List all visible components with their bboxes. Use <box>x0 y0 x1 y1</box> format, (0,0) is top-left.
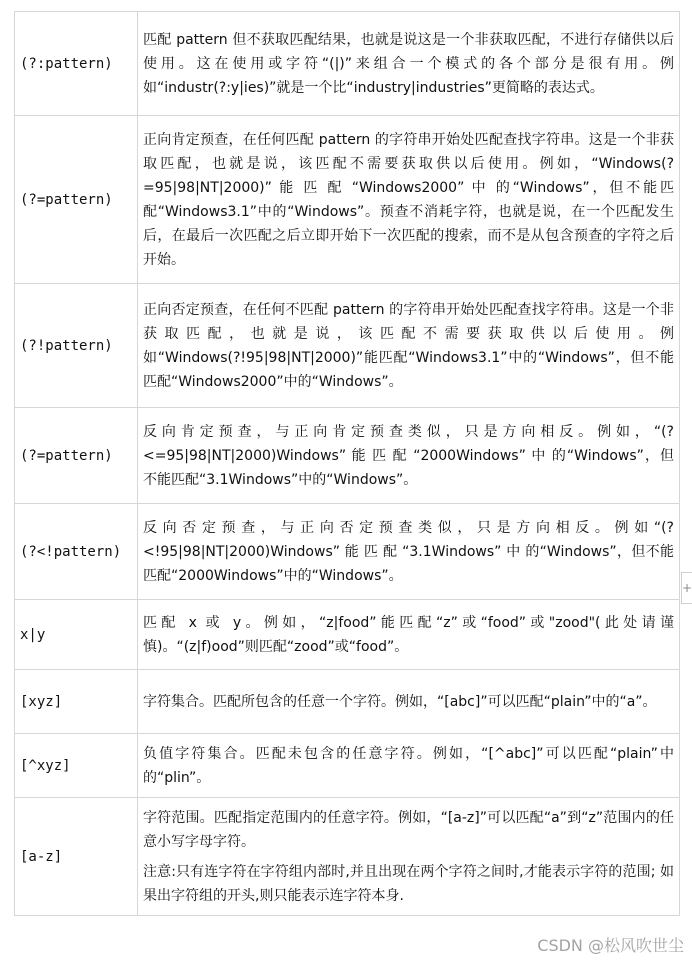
description-cell <box>138 284 680 408</box>
pattern-cell: (?:pattern) <box>15 12 138 116</box>
table-row <box>15 600 680 670</box>
description-cell <box>138 116 680 284</box>
watermark: CSDN @松风吹世尘 <box>537 936 684 955</box>
description-text: 反向肯定预查，与正向肯定预查类似，只是方向相反。例如，“(?<=95|98|NT|2000)Windows” 能 匹 配 “2000Windows” 中 的“Windows”，但不能匹配“3.1Windows”中的“Windows”。 <box>143 423 674 488</box>
description-text: 正向否定预查，在任何不匹配 pattern 的字符串开始处匹配查找字符串。这是一个非获取匹配，也就是说，该匹配不需要获取供以后使用。例如“Windows(?!95|98|NT|2000)”能匹配“Windows3.1”中的“Windows”，但不能匹配“Windows2000”中的“Windows”。 <box>143 301 674 390</box>
table-row <box>15 408 680 504</box>
table-row <box>15 798 680 916</box>
pattern-cell: (?<!pattern) <box>15 504 138 600</box>
description-text: 匹配 pattern 但不获取匹配结果，也就是说这是一个非获取匹配，不进行存储供以后使用。这在使用或字符“(|)”来组合一个模式的各个部分是很有用。例如“industr(?:y|ies)”就是一个比“industry|industries”更简略的表达式。 <box>143 31 674 96</box>
description-cell <box>138 408 680 504</box>
description-cell <box>138 12 680 116</box>
pattern-cell: [a-z] <box>15 798 138 916</box>
table-row <box>15 284 680 408</box>
description-text: 反向否定预查，与正向否定预查类似，只是方向相反。例如“(?<!95|98|NT|2000)Windows” 能 匹 配 “3.1Windows” 中 的“Windows”，但不能匹配“2000Windows”中的“Windows”。 <box>143 519 674 584</box>
table-row <box>15 12 680 116</box>
description-cell <box>138 670 680 734</box>
description-text: 正向肯定预查，在任何匹配 pattern 的字符串开始处匹配查找字符串。这是一个非获取匹配，也就是说，该匹配不需要获取供以后使用。例如，“Windows(?=95|98|NT|2000)” 能 匹 配 “Windows2000” 中 的“Windows”，但不能匹配“Windows3.1”中的“Windows”。预查不消耗字符，也就是说，在一个匹配发生后，在最后一次匹配之后立即开始下一次匹配的搜索，而不是从包含预查的字符之后开始。 <box>143 131 674 268</box>
description-text: 匹配 x 或 y。例如，“z|food”能匹配“z”或“food”或"zood"(此处请谨慎)。“(z|f)ood”则匹配“zood”或“food”。 <box>143 614 674 655</box>
table-row <box>15 670 680 734</box>
regex-syntax-table <box>14 11 680 916</box>
description-text: 字符范围。匹配指定范围内的任意字符。例如，“[a-z]”可以匹配“a”到“z”范围内的任意小写字母字符。 <box>143 809 674 850</box>
table-row <box>15 116 680 284</box>
page-edge-marker: + <box>681 572 692 604</box>
pattern-cell: (?!pattern) <box>15 284 138 408</box>
description-cell <box>138 600 680 670</box>
pattern-cell: (?=pattern) <box>15 408 138 504</box>
description-note: 注意:只有连字符在字符组内部时,并且出现在两个字符之间时,才能表示字符的范围; 如果出字符组的开头,则只能表示连字符本身. <box>143 863 674 904</box>
table-row <box>15 734 680 798</box>
pattern-cell: (?=pattern) <box>15 116 138 284</box>
description-cell <box>138 798 680 916</box>
pattern-cell: [^xyz] <box>15 734 138 798</box>
table-row <box>15 504 680 600</box>
pattern-cell: x|y <box>15 600 138 670</box>
description-cell <box>138 504 680 600</box>
description-text: 字符集合。匹配所包含的任意一个字符。例如，“[abc]”可以匹配“plain”中的“a”。 <box>143 693 657 710</box>
description-cell <box>138 734 680 798</box>
pattern-cell: [xyz] <box>15 670 138 734</box>
description-text: 负值字符集合。匹配未包含的任意字符。例如，“[^abc]”可以匹配“plain”中的“plin”。 <box>143 745 674 786</box>
